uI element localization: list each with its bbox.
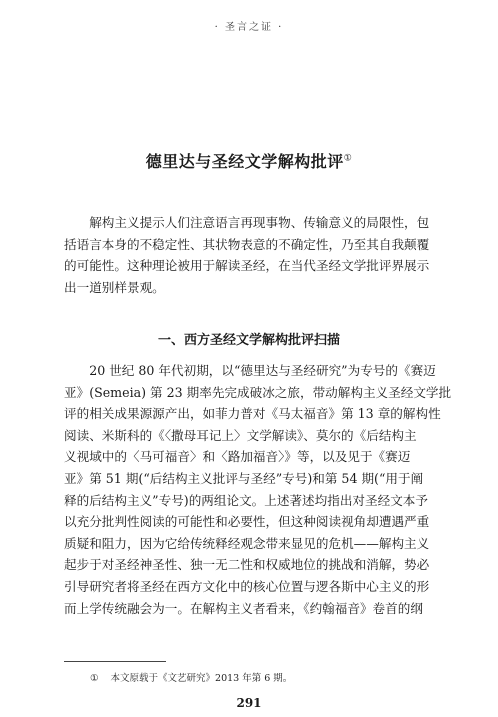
main-line: 评的相关成果源源产出，如菲力普对《马太福音》第 13 章的解构性 [64, 406, 441, 422]
footnote-text: 本文原载于《文艺研究》2013 年第 6 期。 [110, 673, 293, 684]
main-line: 质疑和阻力，因为它给传统释经观念带来显见的危机——解构主义 [64, 535, 430, 551]
abstract-paragraph [64, 212, 456, 298]
footnote [90, 670, 292, 684]
abstract-line: 解构主义提示人们注意语言再现事物、传输意义的局限性，包 [89, 215, 430, 230]
title-footnote-mark[interactable]: ① [343, 153, 353, 164]
main-line: 20 世纪 80 年代初期，以“德里达与圣经研究”为专号的《赛迈 [89, 363, 436, 378]
main-line: 引导研究者将圣经在西方文化中的核心位置与逻各斯中心主义的形 [64, 578, 430, 594]
footnote-mark: ① [90, 673, 99, 684]
running-header [0, 18, 498, 33]
main-line: 而上学传统融会为一。在解构主义者看来，《约翰福音》卷首的纲 [64, 600, 423, 616]
main-line: 亚》(Semeia) 第 23 期率先完成破冰之旅，带动解构主义圣经文学批 [64, 384, 452, 400]
abstract-line: 括语言本身的不稳定性、其状物表意的不确定性，乃至其自我颠覆 [64, 236, 430, 252]
main-line: 以充分批判性阅读的可能性和必要性，但这种阅读视角却遭遇严重 [64, 514, 430, 530]
article-title [0, 149, 498, 172]
main-paragraph [64, 360, 456, 619]
abstract-line: 出一道别样景观。 [64, 279, 165, 295]
page-number: 291 [236, 696, 262, 710]
main-line: 阅读、米斯科的《〈撒母耳记上〉文学解读》、莫尔的《后结构主 [64, 427, 417, 443]
article-title-text: 德里达与圣经文学解构批评 [145, 152, 344, 171]
running-header-text: · 圣言之证 · [214, 22, 284, 33]
main-line: 亚》第 51 期(“后结构主义批评与圣经”专号)和第 54 期(“用于阐 [64, 470, 424, 486]
main-line: 释的后结构主义”专号)的两组论文。上述著述均指出对圣经文本予 [64, 492, 428, 508]
section-heading: 一、西方圣经文学解构批评扫描 [157, 333, 340, 348]
main-line: 义视域中的〈马可福音〉和〈路加福音〉》等，以及见于《赛迈 [64, 449, 411, 465]
main-line: 起步于对圣经神圣性、独一无二性和权威地位的挑战和消解，势必 [64, 557, 430, 573]
footnote-divider [64, 661, 166, 662]
abstract-line: 的可能性。这种理论被用于解读圣经，在当代圣经文学批评界展示 [64, 258, 430, 274]
